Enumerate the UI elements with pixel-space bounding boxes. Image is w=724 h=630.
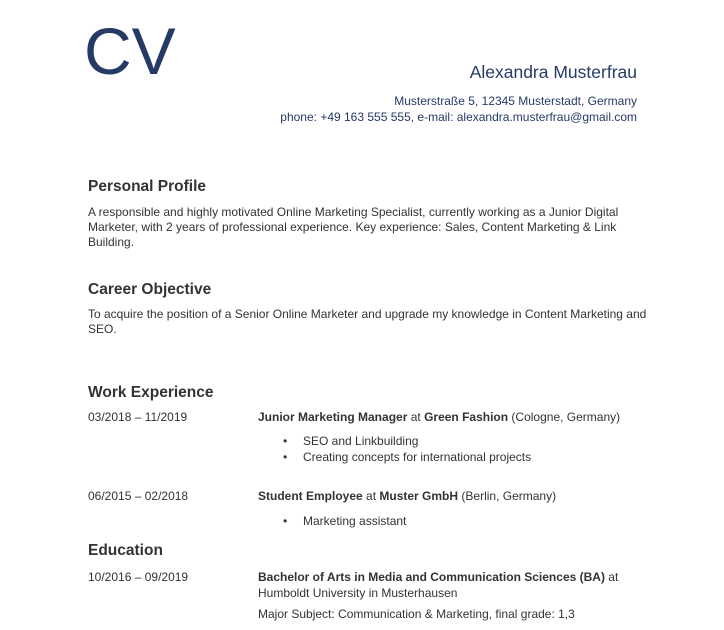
education-heading: Education [88, 542, 163, 559]
contact-info: phone: +49 163 555 555, e-mail: alexandra.musterfrau@gmail.com [280, 110, 637, 124]
job-bullets [283, 513, 406, 529]
applicant-name: Alexandra Musterfrau [469, 62, 637, 82]
education-detail: Major Subject: Communication & Marketing, final grade: 1,3 [258, 607, 575, 621]
job-title: Junior Marketing Manager [258, 410, 408, 424]
job-date: 06/2015 – 02/2018 [88, 489, 189, 503]
company: Green Fashion [424, 410, 509, 424]
degree: Bachelor of Arts in Media and Communication Sciences (BA) [258, 570, 605, 584]
education-degree-line [258, 569, 638, 601]
job-title-line [258, 488, 658, 504]
job-bullets [283, 433, 531, 465]
location: (Berlin, Germany) [458, 489, 557, 503]
personal-profile-heading: Personal Profile [88, 178, 207, 195]
job-title-line [258, 409, 658, 425]
work-experience-heading: Work Experience [88, 384, 214, 401]
personal-profile-text: A responsible and highly motivated Online Marketing Specialist, currently working as a Junior Digital Marketer, with 2 years of professional experience. Key experience: Sales, Content Marketing & Link Building. [88, 205, 619, 249]
list-item: • Creating concepts for international projects [283, 449, 531, 465]
at-text: at [362, 489, 380, 503]
company: Muster GmbH [379, 489, 459, 503]
cv-title: CV [84, 14, 176, 88]
address: Musterstraße 5, 12345 Musterstadt, Germany [394, 94, 637, 108]
list-item: • SEO and Linkbuilding [283, 433, 531, 449]
at-text: at [407, 410, 425, 424]
job-title: Student Employee [258, 489, 363, 503]
university: at Humboldt University in Musterhausen [258, 570, 619, 600]
education-date: 10/2016 – 09/2019 [88, 570, 189, 584]
career-objective-heading: Career Objective [88, 281, 212, 298]
list-item: • Marketing assistant [283, 513, 406, 529]
career-objective-text: To acquire the position of a Senior Online Marketer and upgrade my knowledge in Content Marketing and SEO. [88, 307, 647, 336]
location: (Cologne, Germany) [508, 410, 621, 424]
job-date: 03/2018 – 11/2019 [88, 410, 188, 424]
